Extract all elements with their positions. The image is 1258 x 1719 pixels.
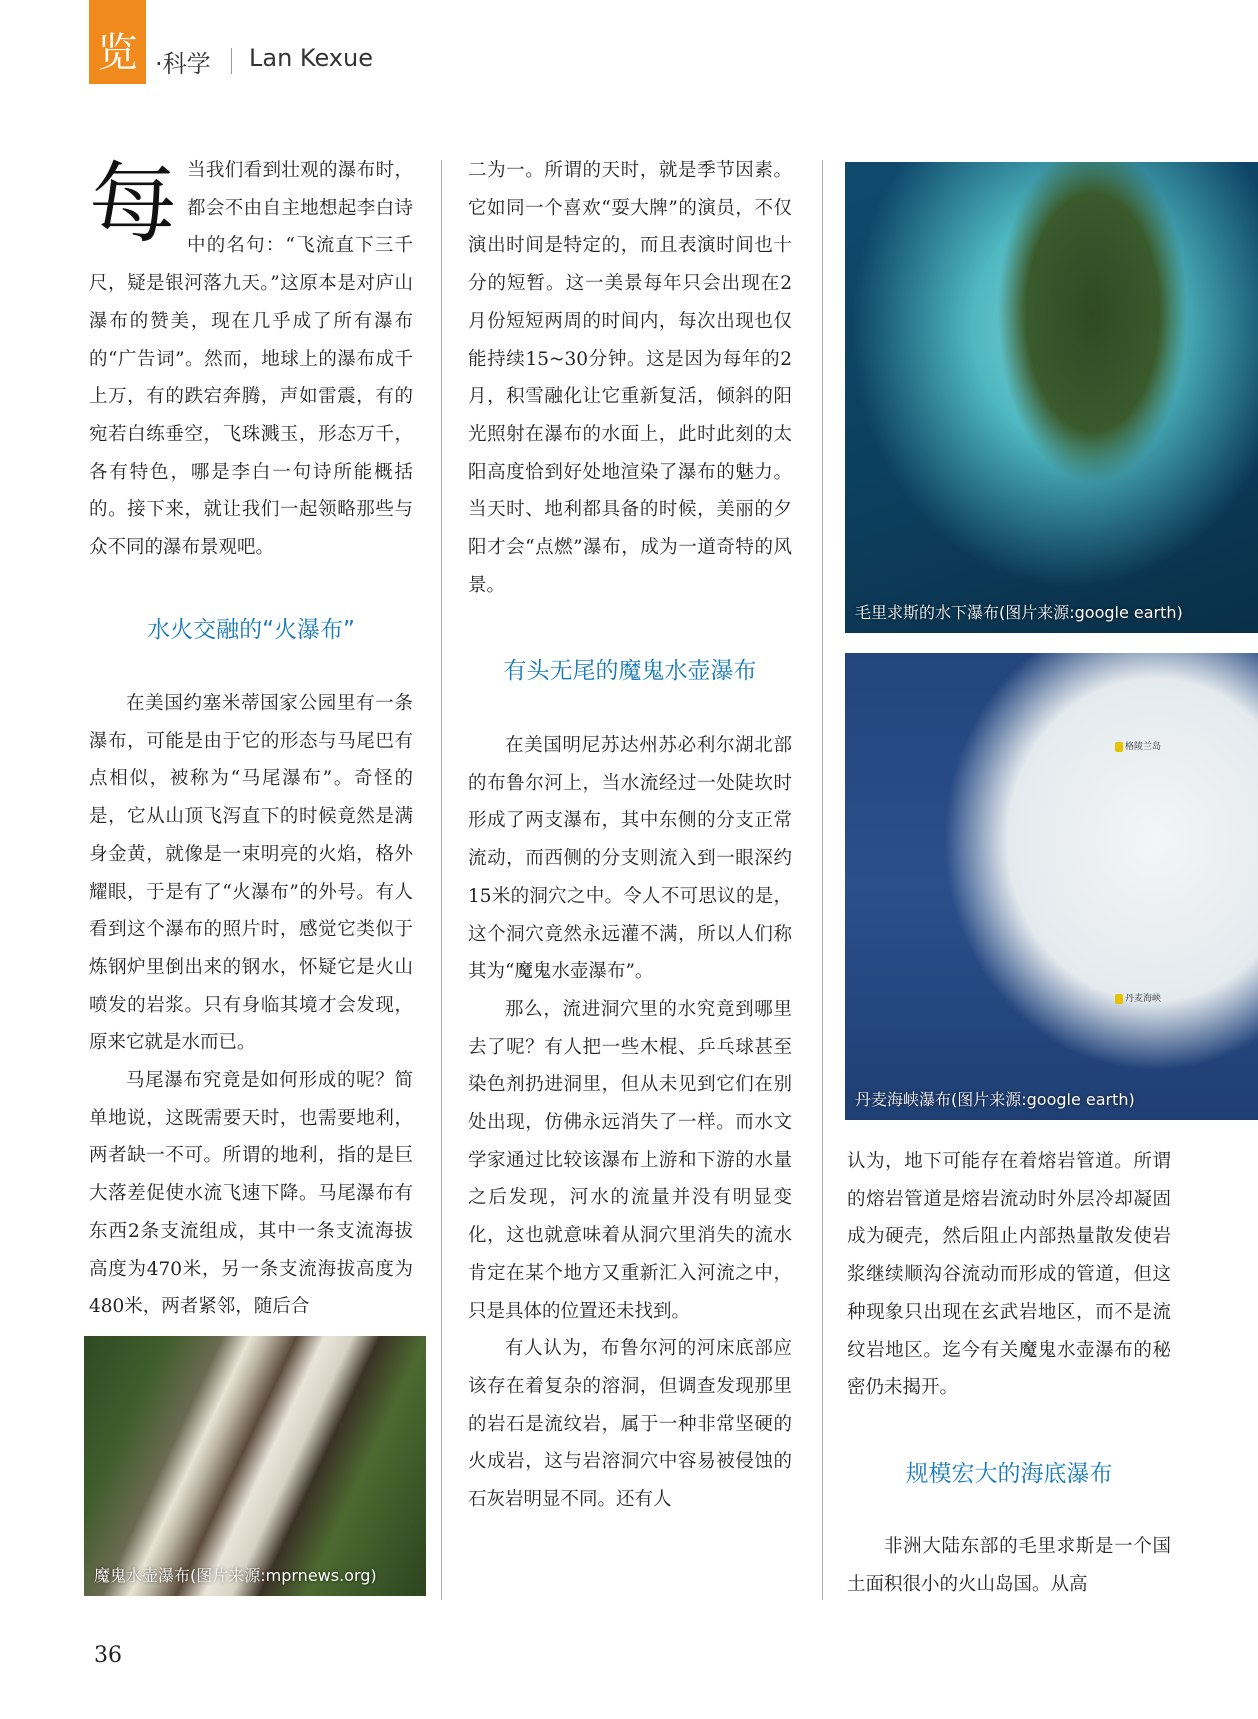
drop-cap: 每 — [89, 152, 178, 255]
pin-label: 格陵兰岛 — [1125, 742, 1162, 752]
intro-paragraph: 当我们看到壮观的瀑布时，都会不由自主地想起李白诗中的名句：“飞流直下三千尺，疑是银河落九天。”这原本是对庐山瀑布的赞美，现在几乎成了所有瀑布的“广告词”。然而，地球上的瀑布成千上万，有的跌宕奔腾，声如雷震，有的宛若白练垂空，飞珠溅玉，形态万千，各有特色，哪是李白一句诗所能概括的。接下来，就让我们一起领略那些与众不同的瀑布景观吧。 — [89, 160, 413, 559]
header-divider — [231, 48, 232, 74]
photo-caption: 丹麦海峡瀑布(图片来源:google earth) — [855, 1090, 1135, 1109]
map-pin-denmark-strait — [1115, 991, 1161, 1004]
column-3-tail — [847, 1528, 1171, 1603]
paragraph: 认为，地下可能存在着熔岩管道。所谓的熔岩管道是熔岩流动时外层冷却凝固成为硬壳，然后阻止内部热量散发使岩浆继续顺沟谷流动而形成的管道，但这种现象只出现在玄武岩地区，而不是流纹岩地区。迄今有关魔鬼水壶瀑布的秘密仍未揭开。 — [847, 1151, 1171, 1399]
column-2-top — [468, 152, 792, 604]
section-badge: 览 — [89, 0, 146, 84]
photo-caption: 毛里求斯的水下瀑布(图片来源:google earth) — [855, 603, 1183, 622]
column-divider-2 — [822, 160, 823, 1600]
page-number: 36 — [94, 1643, 122, 1668]
paragraph: 二为一。所谓的天时，就是季节因素。它如同一个喜欢“耍大牌”的演员，不仅演出时间是特定的，而且表演时间也十分的短暂。这一美景每年只会出现在2月份短短两周的时间内，每次出现也仅能持续15~30分钟。这是因为每年的2月，积雪融化让它重新复活，倾斜的阳光照射在瀑布的水面上，此时此刻的太阳高度恰到好处地渲染了瀑布的魅力。当天时、地利都具备的时候，美丽的夕阳才会“点燃”瀑布，成为一道奇特的风景。 — [468, 160, 792, 596]
section-title-undersea-waterfall: 规模宏大的海底瀑布 — [905, 1461, 1113, 1487]
paragraph: 在美国明尼苏达州苏必利尔湖北部的布鲁尔河上，当水流经过一处陡坎时形成了两支瀑布，其中东侧的分支正常流动，而西侧的分支则流入到一眼深约15米的洞穴之中。令人不可思议的是，这个洞穴竟然永远灌不满，所以人们称其为“魔鬼水壶瀑布”。 — [468, 735, 792, 983]
column-3-body — [847, 1143, 1171, 1407]
section-title-devils-kettle: 有头无尾的魔鬼水壶瀑布 — [503, 658, 757, 684]
pin-icon — [1115, 742, 1123, 752]
devils-kettle-photo — [84, 1336, 426, 1596]
photo-caption: 魔鬼水壶瀑布(图片来源:mprnews.org) — [94, 1566, 377, 1585]
mauritius-satellite-photo — [845, 162, 1258, 633]
denmark-strait-satellite-photo — [845, 653, 1258, 1120]
paragraph: 那么，流进洞穴里的水究竟到哪里去了呢？有人把一些木棍、乒乓球甚至染色剂扔进洞里，但从未见到它们在别处出现，仿佛永远消失了一样。而水文学家通过比较该瀑布上游和下游的水量之后发现，河水的流量并没有明显变化，这也就意味着从洞穴里消失的流水肯定在某个地方又重新汇入河流之中，只是具体的位置还未找到。 — [468, 998, 792, 1322]
section-title-fire-waterfall: 水火交融的“火瀑布” — [147, 617, 355, 643]
column-2-body — [468, 727, 792, 1519]
map-pin-greenland — [1115, 739, 1161, 752]
column-1-intro — [89, 152, 413, 567]
paragraph: 有人认为，布鲁尔河的河床底部应该存在着复杂的溶洞，但调查发现那里的岩石是流纹岩，属于一种非常坚硬的火成岩，这与岩溶洞穴中容易被侵蚀的石灰岩明显不同。还有人 — [468, 1338, 792, 1511]
pin-label: 丹麦海峡 — [1125, 994, 1162, 1004]
section-name-en: Lan Kexue — [249, 44, 373, 72]
column-1-body — [89, 685, 413, 1326]
paragraph: 马尾瀑布究竟是如何形成的呢？简单地说，这既需要天时，也需要地利，两者缺一不可。所谓的地利，指的是巨大落差促使水流飞速下降。马尾瀑布有东西2条支流组成，其中一条支流海拔高度为470米，另一条支流海拔高度为480米，两者紧邻，随后合 — [89, 1070, 413, 1318]
column-divider-1 — [441, 160, 442, 1600]
pin-icon — [1115, 994, 1123, 1004]
section-name: ·科学 — [155, 50, 211, 78]
paragraph: 非洲大陆东部的毛里求斯是一个国土面积很小的火山岛国。从高 — [847, 1536, 1171, 1595]
paragraph: 在美国约塞米蒂国家公园里有一条瀑布，可能是由于它的形态与马尾巴有点相似，被称为“马尾瀑布”。奇怪的是，它从山顶飞泻直下的时候竟然是满身金黄，就像是一束明亮的火焰，格外耀眼，于是有了“火瀑布”的外号。有人看到这个瀑布的照片时，感觉它类似于炼钢炉里倒出来的钢水，怀疑它是火山喷发的岩浆。只有身临其境才会发现，原来它就是水而已。 — [89, 693, 413, 1054]
